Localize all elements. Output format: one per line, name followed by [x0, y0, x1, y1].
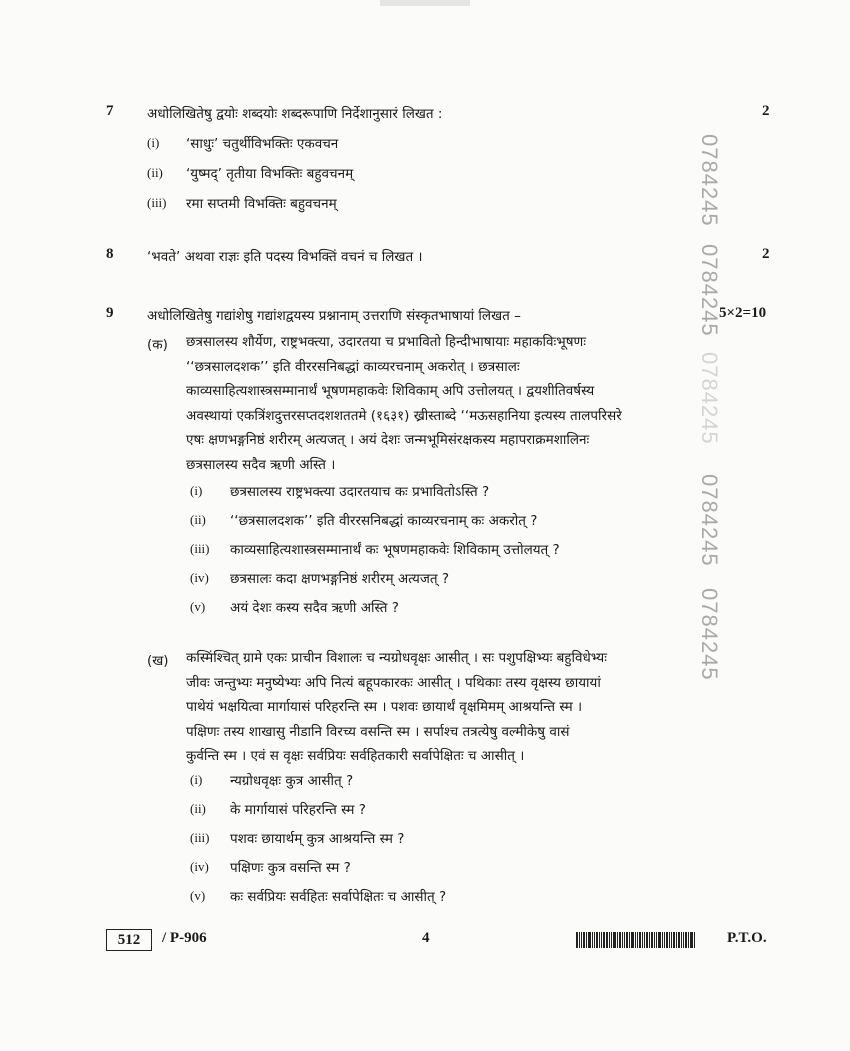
barcode-bar [694, 932, 695, 948]
watermark-serial-4: 0784245 [697, 474, 722, 567]
question-9-text: अधोलिखितेषु गद्यांशेषु गद्यांशद्वयस्य प्रश्नानाम् उत्तराणि संस्कृतभाषायां लिखत – [147, 308, 521, 324]
paper-code: / P-906 [162, 930, 207, 946]
barcode-bar [599, 932, 600, 948]
part-b-item-text: के मार्गायासं परिहरन्ति स्म ? [230, 802, 366, 818]
part-a-item-label: (ii) [190, 512, 206, 527]
part-b-label: (ख) [147, 653, 169, 669]
barcode-bar [664, 932, 665, 948]
watermark-serial-5: 0784245 [697, 588, 722, 681]
barcode-bar [656, 932, 657, 948]
part-a-item-text: छत्रसालः कदा क्षणभङ्गनिष्ठं शरीरम् अत्यजत् ? [230, 571, 450, 587]
watermark-serial-3: 0784245 [697, 352, 722, 445]
passage-line: छत्रसालस्य सदैव ऋणी अस्ति । [186, 456, 336, 473]
scan-artifact [380, 0, 470, 6]
passage-line: पाथेयं भक्षयित्वा मार्गायासं परिहरन्ति स्म । पशवः छायार्थं वृक्षमिमम् आश्रयन्ति स्म । [186, 699, 583, 715]
passage-line: काव्यसाहित्यशास्त्रसम्मानार्थं भूषणमहाकवेः शिविकाम् अपि उत्तोलयत् । द्वयशीतिवर्षस्य [186, 383, 595, 399]
barcode-bar [583, 932, 585, 948]
part-b-item-text: न्यग्रोधवृक्षः कुत्र आसीत् ? [230, 773, 354, 789]
question-8-number: 8 [106, 246, 114, 262]
passage-line: कस्मिंश्चित् ग्रामे एकः प्राचीन विशालः च न्यग्रोधवृक्षः आसीत् । सः पशुपक्षिभ्यः बहुविधेभ्यः [186, 650, 607, 666]
barcode-bar [611, 932, 612, 948]
barcode-bar [617, 932, 618, 948]
part-a-item-text: छत्रसालस्य राष्ट्रभक्त्या उदारतयाच कः प्रभावितोऽस्ति ? [230, 484, 490, 500]
barcode-bar [676, 932, 677, 948]
q7-item-text: रमा सप्तमी विभक्तिः बहुवचनम् [186, 196, 337, 212]
barcode-bar [609, 932, 610, 948]
part-a-item-label: (iii) [190, 541, 210, 556]
passage-line: पक्षिणः तस्य शाखासु नीडानि विरच्य वसन्ति स्म । सर्पाश्च तत्रत्येषु वल्मीकेषु वासं [186, 723, 570, 740]
part-a-item-text: काव्यसाहित्यशास्त्रसम्मानार्थं कः भूषणमहाकवेः शिविकाम् उत्तोलयत् ? [230, 542, 560, 558]
question-7-number: 7 [106, 103, 114, 119]
barcode-bar [685, 932, 687, 948]
barcode-bar [624, 932, 625, 948]
barcode-bar [669, 932, 670, 948]
barcode-bar [690, 932, 693, 948]
part-b-item-text: पक्षिणः कुत्र वसन्ति स्म ? [230, 860, 351, 876]
part-a-label: (क) [147, 337, 168, 353]
part-b-item-label: (ii) [190, 801, 206, 816]
barcode-bar [592, 932, 593, 948]
barcode-bar [649, 932, 650, 948]
barcode-bar [683, 932, 684, 948]
barcode-bar [622, 932, 623, 948]
part-a-item-text: अयं देशः कस्य सदैव ऋणी अस्ति ? [230, 600, 399, 616]
barcode-bar [681, 932, 682, 948]
question-8-marks: 2 [762, 246, 770, 262]
passage-line: जीवः जन्तुभ्यः मनुष्येभ्यः अपि नित्यं बहूपकारकः आसीत् । पथिकाः तस्य वृक्षस्य छायायां [186, 674, 601, 691]
passage-line: एषः क्षणभङ्गनिष्ठं शरीरम् अत्यजत् । अयं देशः जन्मभूमिसंरक्षकस्य महापराक्रमशालिनः [186, 432, 590, 448]
barcode-bar [654, 932, 655, 948]
question-9-marks: 5×2=10 [719, 305, 767, 321]
part-a-item-label: (i) [190, 483, 203, 498]
question-9-number: 9 [106, 305, 114, 321]
part-b-passage [186, 646, 716, 769]
barcode-bar [673, 932, 675, 948]
barcode-bar [601, 932, 602, 948]
question-7-marks: 2 [762, 103, 770, 119]
q7-item-text: ‘युष्मद्’ तृतीया विभक्तिः बहुवचनम् [186, 166, 354, 182]
part-a-item-text: ‘‘छत्रसालदशक’’ इति वीररसनिबद्धां काव्यरचनाम् कः अकरोत् ? [230, 513, 538, 529]
barcode-bar [635, 932, 636, 948]
barcode-bar [603, 932, 605, 948]
question-8-text: ‘भवते’ अथवा राज्ञः इति पदस्य विभक्तिं वचनं च लिखत । [147, 249, 423, 265]
passage-line: अवस्थायां एकत्रिंशदुत्तरसप्तदशशततमे (१६३१) ख्रीस्ताब्दे ‘‘मऊसहानिया इत्यस्य तालपरिसरे [186, 407, 622, 424]
barcode-bar [629, 932, 630, 948]
barcode-bar [666, 932, 668, 948]
barcode-bar [642, 932, 643, 948]
passage-line: छत्रसालस्य शौर्येण, राष्ट्रभक्त्या, उदारतया च प्रभावितो हिन्दीभाषायाः महाकविःभूषणः [186, 334, 587, 350]
part-b-item-text: कः सर्वप्रियः सर्वहितः सर्वापेक्षितः च आसीत् ? [230, 889, 447, 905]
part-b-item-label: (i) [190, 772, 203, 787]
part-b-item-text: पशवः छायार्थम् कुत्र आश्रयन्ति स्म ? [230, 831, 405, 847]
barcode-bar [579, 932, 580, 948]
barcode-bar [626, 932, 628, 948]
watermark-serial-2: 0784245 [697, 244, 722, 337]
barcode-bar [671, 932, 672, 948]
barcode-bar [662, 932, 663, 948]
barcode-bar [646, 932, 648, 948]
barcode-bar [586, 932, 587, 948]
barcode-bar [594, 932, 595, 948]
q7-item-label: (iii) [147, 195, 167, 210]
page-number: 4 [422, 930, 430, 946]
barcode-bar [651, 932, 653, 948]
q7-item-label: (ii) [147, 165, 163, 180]
pto-label: P.T.O. [727, 930, 767, 946]
barcode-bar [644, 932, 645, 948]
barcode-bar [613, 932, 616, 948]
barcode-bar [581, 932, 582, 948]
barcode-bar [596, 932, 598, 948]
barcode-bar [688, 932, 689, 948]
part-b-item-label: (iii) [190, 830, 210, 845]
barcode-bar [576, 932, 578, 948]
barcode-bar [606, 932, 608, 948]
barcode-bar [639, 932, 641, 948]
part-b-item-label: (v) [190, 888, 206, 903]
barcode-bar [637, 932, 638, 948]
passage-line: कुर्वन्ति स्म । एवं स वृक्षः सर्वप्रियः सर्वहितकारी सर्वापेक्षितः च आसीत् । [186, 748, 525, 764]
question-7-text: अधोलिखितेषु द्वयोः शब्दयोः शब्दरूपाणि निर्देशानुसारं लिखत : [147, 106, 443, 122]
barcode [576, 932, 716, 948]
q7-item-text: ‘साधुः’ चतुर्थीविभक्तिः एकवचन [186, 136, 339, 152]
part-a-item-label: (iv) [190, 570, 209, 585]
part-a-passage [186, 330, 716, 477]
barcode-bar [658, 932, 661, 948]
part-a-item-label: (v) [190, 599, 206, 614]
barcode-bar [619, 932, 621, 948]
barcode-bar [678, 932, 680, 948]
barcode-bar [588, 932, 591, 948]
q7-item-label: (i) [147, 135, 160, 150]
watermark-serial-1: 0784245 [697, 134, 722, 227]
series-number-box: 512 [106, 929, 152, 951]
passage-line: ‘‘छत्रसालदशक’’ इति वीररसनिबद्धां काव्यरचनाम् अकरोत् । छत्रसालः [186, 358, 520, 375]
barcode-bar [631, 932, 634, 948]
part-b-item-label: (iv) [190, 859, 209, 874]
